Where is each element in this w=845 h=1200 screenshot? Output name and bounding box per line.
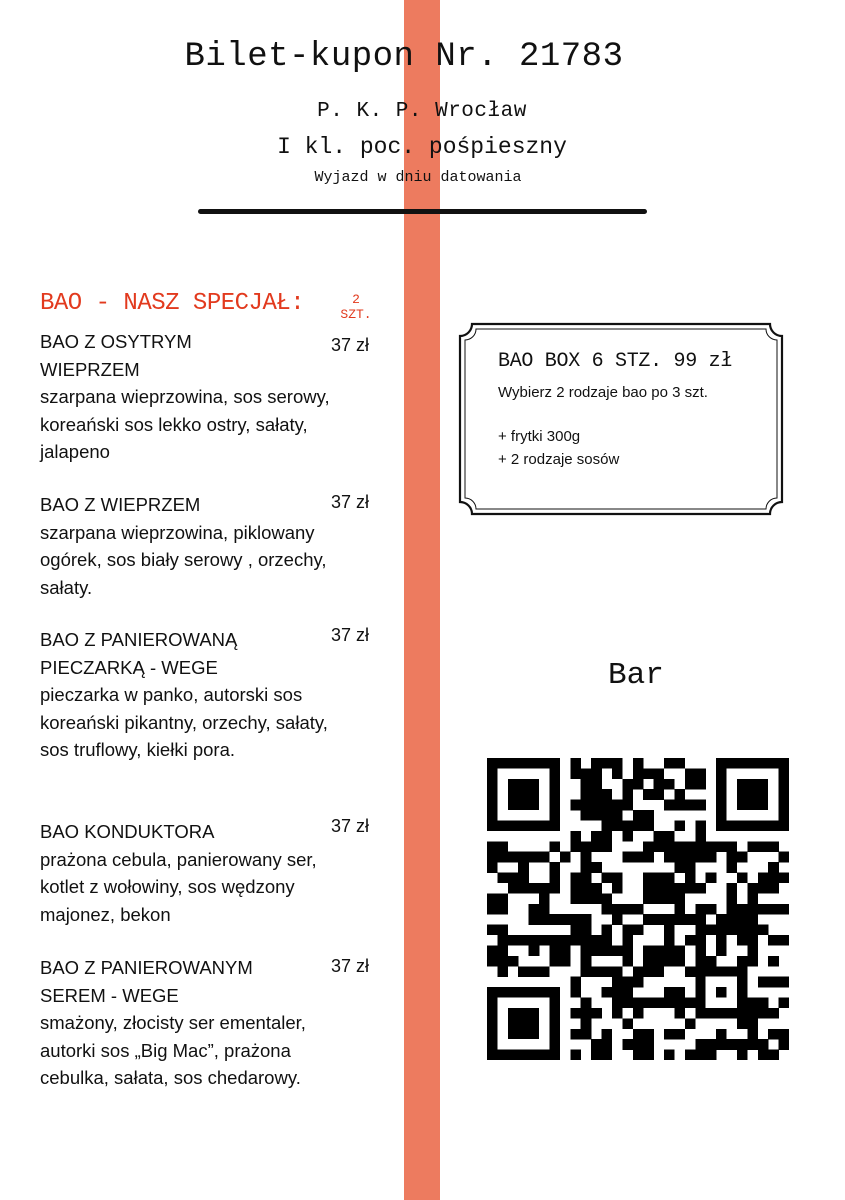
menu-item-description: smażony, złocisty ser ementaler, autorki sos „Big Mac”, prażona cebulka, sałata, sos chedarowy. [40, 1012, 306, 1088]
bao-box-title: BAO BOX 6 STZ. 99 zł [498, 350, 733, 373]
menu-item [40, 491, 340, 601]
section-quantity-unit: SZT. [340, 307, 372, 322]
menu-item-name: BAO Z OSYTRYM WIEPRZEM [40, 331, 192, 380]
menu-item [40, 954, 340, 1092]
menu-item-description: szarpana wieprzowina, piklowany ogórek, sos biały serowy , orzechy, sałaty. [40, 521, 327, 598]
bar-label: Bar [608, 658, 664, 693]
section-title: BAO - NASZ SPECJAŁ: [40, 290, 305, 317]
section-quantity [333, 292, 379, 322]
menu-item-description: prażona cebula, panierowany ser, kotlet z wołowiny, sos wędzony majonez, bekon [40, 848, 317, 925]
menu-item [40, 626, 340, 764]
menu-item [40, 328, 340, 466]
ticket-class: I kl. poc. pośpieszny [277, 134, 567, 160]
ticket-station: P. K. P. Wrocław [317, 100, 527, 123]
section-quantity-number: 2 [352, 292, 360, 307]
menu-item-description: pieczarka w panko, autorski sos koreański pikantny, orzechy, sałaty, sos truflowy, kiełki pora. [40, 684, 328, 760]
menu-item-price: 37 zł [331, 335, 370, 355]
menu-item-name: BAO Z PANIEROWANĄ PIECZARKĄ - WEGE [40, 629, 238, 678]
bao-box-fries: + frytki 300g [498, 428, 581, 445]
menu-item-price: 37 zł [331, 956, 370, 976]
menu-item-name: BAO KONDUKTORA [40, 821, 215, 842]
ticket-title: Bilet-kupon Nr. 21783 [184, 38, 624, 76]
qr-code-icon[interactable] [487, 758, 789, 1060]
menu-item-price: 37 zł [331, 625, 370, 645]
bao-box-card [458, 322, 784, 516]
menu-item [40, 818, 340, 928]
menu-item-description: szarpana wieprzowina, sos serowy, koreański sos lekko ostry, sałaty, jalapeno [40, 386, 330, 462]
menu-item-price: 37 zł [331, 816, 370, 836]
menu-item-name: BAO Z WIEPRZEM [40, 494, 201, 515]
bao-box-choice: Wybierz 2 rodzaje bao po 3 szt. [498, 384, 708, 401]
ticket-note: Wyjazd w dniu datowania [314, 169, 522, 186]
header-divider [198, 209, 647, 214]
menu-item-price: 37 zł [331, 492, 370, 512]
bao-box-sauces: + 2 rodzaje sosów [498, 451, 620, 468]
menu-item-name: BAO Z PANIEROWANYM SEREM - WEGE [40, 957, 253, 1006]
